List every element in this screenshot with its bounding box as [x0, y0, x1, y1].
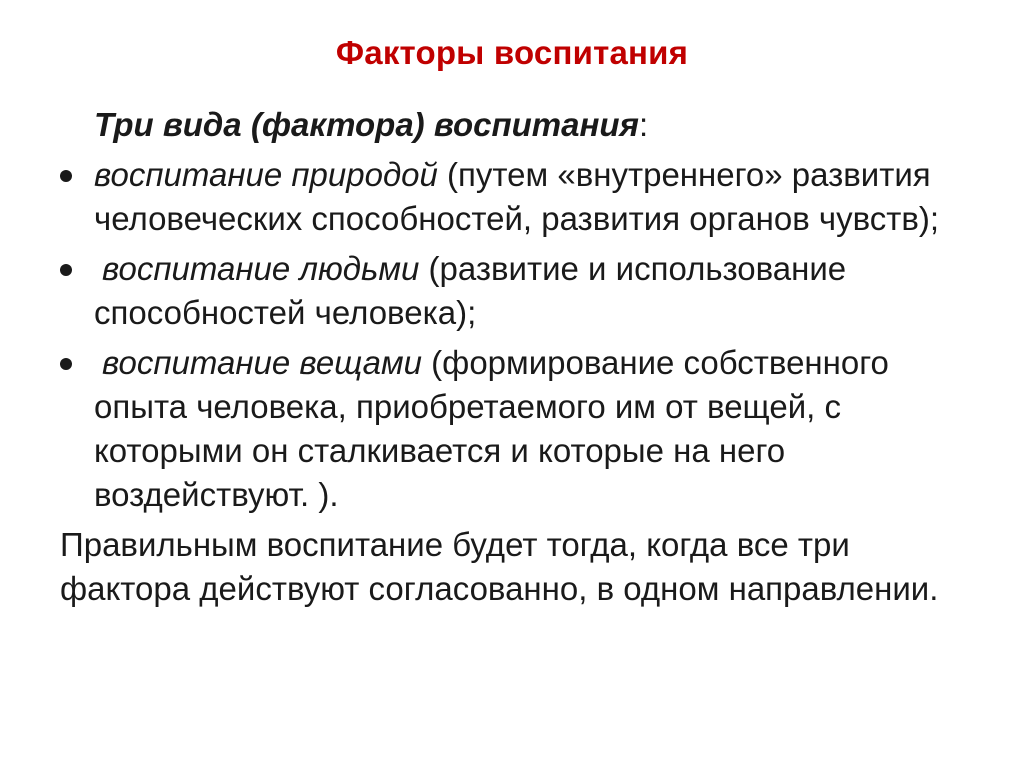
bullet-icon	[60, 170, 72, 182]
bullet-icon	[60, 358, 72, 370]
bullet-icon	[60, 264, 72, 276]
bullet-term: воспитание природой	[94, 156, 438, 193]
bullet-text: (путем «внутреннего» развития человеческих способностей, развития органов чувств);	[94, 156, 940, 237]
intro-heading: Три вида (фактора) воспитания	[94, 106, 639, 143]
intro-line	[94, 103, 980, 147]
intro-colon: :	[638, 106, 649, 143]
bullet-term: воспитание людьми	[102, 250, 420, 287]
slide-content	[60, 103, 980, 611]
closing-paragraph: Правильным воспитание будет тогда, когда все три фактора действуют согласованно, в одном направлении.	[60, 526, 939, 607]
bullet-item-things	[60, 341, 980, 517]
bullet-item-people	[60, 247, 980, 335]
slide-title: Факторы воспитания	[335, 34, 689, 71]
bullet-term: воспитание вещами	[102, 344, 423, 381]
bullet-item-nature	[60, 153, 980, 241]
bullet-text: (развитие и использование способностей человека);	[94, 250, 847, 331]
bullet-text: (формирование собственного опыта человека, приобретаемого им от вещей, с которыми он сталкивается и которые на него воздействуют. ).	[94, 344, 889, 513]
